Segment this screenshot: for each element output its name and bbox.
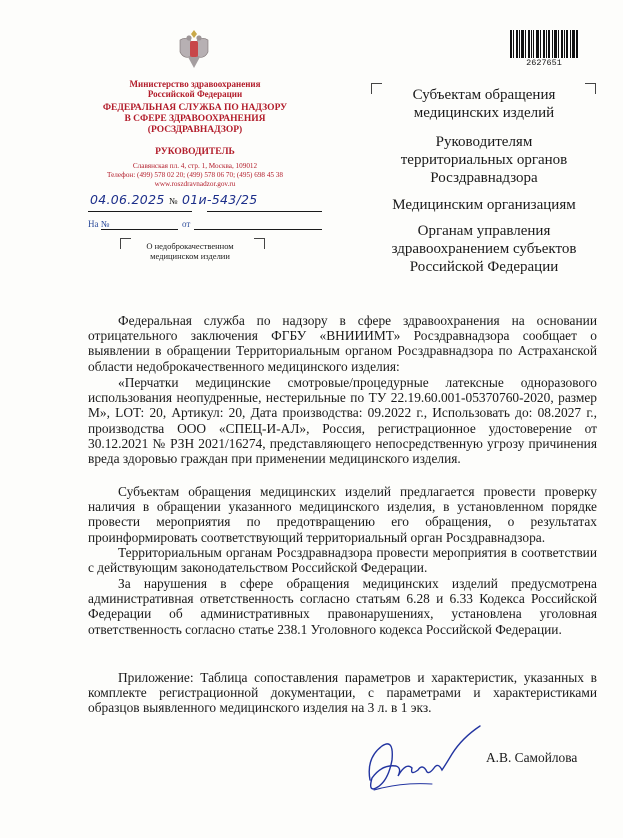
website-line: www.roszdravnadzor.gov.ru xyxy=(154,180,236,188)
reply-date-label: от xyxy=(182,219,191,229)
ministry-name xyxy=(100,79,290,99)
reply-number-underline xyxy=(101,229,178,230)
in-reply-label: На № xyxy=(88,219,110,229)
barcode-icon xyxy=(510,30,578,60)
attachment-note: Приложение: Таблица сопоставления параметров и характеристик, указанных в комплекте регистрационной документации, с параметрами и характеристиками образцов выявленного медицинского изделия на 3 л. в 1 экз. xyxy=(88,670,597,716)
address-line: Славянская пл. 4, стр. 1, Москва, 109012 xyxy=(132,162,258,170)
number-label: № xyxy=(168,196,178,206)
date-underline xyxy=(88,211,192,212)
body-paragraph-notice: Федеральная служба по надзору в сфере здравоохранения на основании отрицательного заключения ФГБУ «ВНИИИМТ» Росздравнадзора сообщает о выявлении в обращении Территориальным органом Росздравнадзора по Астраханской области недоброкачественного медицинского изделия: xyxy=(88,313,597,374)
signature-icon xyxy=(362,718,502,798)
phone-line: Телефон: (499) 578 02 20; (499) 578 06 70; (495) 698 45 38 xyxy=(107,171,283,179)
recipient-line: медицинских изделий xyxy=(413,105,555,121)
body-paragraph-product: «Перчатки медицинские смотровые/процедурные латексные одноразового использования неопудренные, нестерильные по ТУ 22.19.60.001-05370760-2020, размер M», LOT: 20, Артикул: 20, Дата производства: 09.2022 г., Использовать до: 08.2027 г., производства ООО «СПЕЦ-И-АЛ», Россия, регистрационное удостоверение от 30.12.2021 № РЗН 2021/16274, представляющего непосредственную угрозу причинения вреда здоровью граждан при применении медицинского изделия. xyxy=(88,375,597,467)
recipient-line: Руководителям xyxy=(435,134,533,150)
recipient-2 xyxy=(372,133,596,187)
service-line: В СФЕРЕ ЗДРАВООХРАНЕНИЯ xyxy=(124,114,266,124)
service-name xyxy=(90,103,300,136)
recipient-line: Росздравнадзора xyxy=(430,170,538,186)
recipient-line: Субъектам обращения xyxy=(412,87,556,103)
reply-date-underline xyxy=(194,229,322,230)
address-block xyxy=(80,162,310,189)
body-paragraph-liability: За нарушения в сфере обращения медицинских изделий предусмотрена административная ответственность согласно статьям 6.28 и 6.33 Кодекса Российской Федерации об административных правонарушениях, установлена уголовная ответственность согласно статье 238.1 Уголовного кодекса Российской Федерации. xyxy=(88,576,597,637)
recipient-line: Российской Федерации xyxy=(409,259,559,275)
service-line: (РОСЗДРАВНАДЗОР) xyxy=(147,125,243,135)
subject-line: медицинском изделии xyxy=(150,251,230,261)
handwritten-date: 04.06.2025 xyxy=(90,192,165,207)
recipient-line: Медицинским организациям xyxy=(392,197,576,213)
body-paragraph-territorial: Территориальным органам Росздравнадзора провести мероприятия в соответствии с действующим законодательством Российской Федерации. xyxy=(88,545,597,576)
recipient-3 xyxy=(372,196,596,214)
head-title: РУКОВОДИТЕЛЬ xyxy=(155,147,235,157)
handwritten-registration xyxy=(90,192,258,207)
signer-name: А.В. Самойлова xyxy=(486,750,578,765)
recipient-1 xyxy=(372,86,596,122)
coat-of-arms-icon xyxy=(174,26,214,72)
recipient-4 xyxy=(372,222,596,276)
recipient-line: территориальных органов xyxy=(400,152,568,168)
body-paragraph-subjects: Субъектам обращения медицинских изделий предлагается провести проверку наличия в обращении указанного медицинского изделия, в установленном порядке провести мероприятия по предотвращению его обращения, о результатах проинформировать соответствующий территориальный орган Росздравнадзора. xyxy=(88,484,597,545)
recipient-line: здравоохранением субъектов xyxy=(391,241,577,257)
subject-line: О недоброкачественном xyxy=(146,241,234,251)
ministry-line: Министерство здравоохранения xyxy=(129,79,261,89)
number-underline xyxy=(207,211,322,212)
service-line: ФЕДЕРАЛЬНАЯ СЛУЖБА ПО НАДЗОРУ xyxy=(102,103,288,113)
barcode-number: 2627651 xyxy=(526,58,562,68)
handwritten-number: 01и-543/25 xyxy=(182,192,258,207)
recipient-line: Органам управления xyxy=(417,223,551,239)
letter-subject xyxy=(120,241,260,261)
ministry-line: Российской Федерации xyxy=(147,89,243,99)
